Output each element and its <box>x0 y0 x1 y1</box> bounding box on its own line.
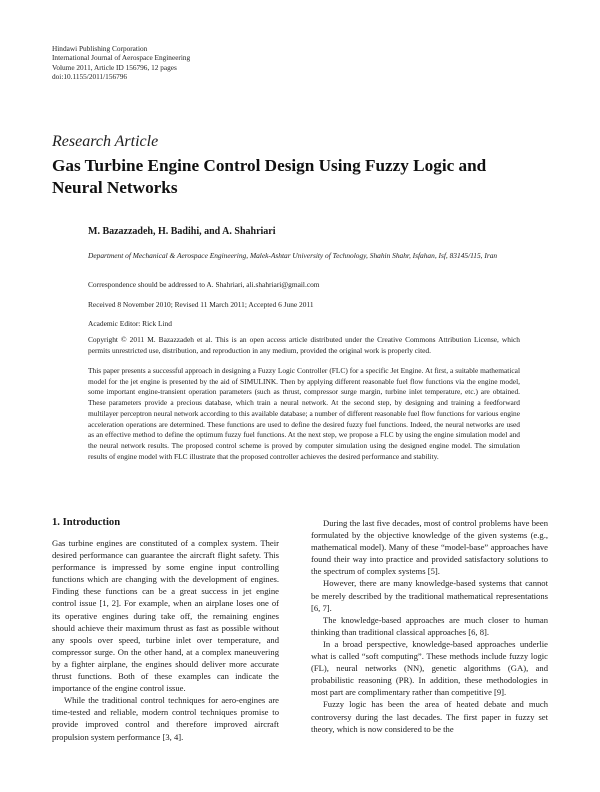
volume-line: Volume 2011, Article ID 156796, 12 pages <box>52 62 177 72</box>
publisher-line: Hindawi Publishing Corporation <box>52 44 148 53</box>
paragraph: During the last five decades, most of control problems have been formulated by the objective knowledge of the given systems (e.g., mathematical model). Many of these “model-base” approaches have found their way into practice and provided satisfactory solutions to the spectrum of complex systems [5]. <box>311 518 548 577</box>
left-column <box>52 537 279 743</box>
paragraph: The knowledge-based approaches are much closer to human thinking than traditional classical approaches [6, 8]. <box>311 614 548 637</box>
author-list: M. Bazazzadeh, H. Badihi, and A. Shahriari <box>88 226 276 237</box>
paper-title: Gas Turbine Engine Control Design Using Fuzzy Logic and Neural Networks <box>52 156 487 197</box>
paragraph: In a broad perspective, knowledge-based approaches underlie what is called “soft computing”. These methods include fuzzy logic (FL), neural networks (NN), genetic algorithms (GA), and probabilistic reasoning (PR). In addition, these methodologies in most part are complimentary rather than competitive [9]. <box>311 638 548 698</box>
dates-line: Received 8 November 2010; Revised 11 March 2011; Accepted 6 June 2011 <box>88 300 314 309</box>
section-heading-introduction: 1. Introduction <box>52 517 121 528</box>
correspondence-line: Correspondence should be addressed to A. Shahriari, ali.shahriari@gmail.com <box>88 280 320 289</box>
paragraph: Fuzzy logic has been the area of heated debate and much controversy during the last decades. The first paper in fuzzy set theory, which is now considered to be the <box>311 699 548 734</box>
article-type: Research Article <box>52 133 159 150</box>
paragraph: Gas turbine engines are constituted of a complex system. Their desired performance can guarantee the aircraft flight safety. This performance is impressed by some engine input controlling functions which are changing with the development of engines. Finding these functions can be a great success in jet engine control issue [1, 2]. For example, when an airplane loses one of its operative engines during take off, the remaining engines should achieve their maximum thrust as fast as possible without any spools over speed, turbine inlet over temperature, and compressor surge. On the other hand, at a complex maneuvering by a fighter airplane, the engines should deliver more accurate thrust functions. Both of these examples can indicate the importance of the engine control issue. <box>52 538 279 694</box>
journal-header <box>52 44 190 82</box>
journal-line: International Journal of Aerospace Engineering <box>52 53 191 63</box>
copyright-notice: Copyright © 2011 M. Bazazzadeh et al. This is an open access article distributed under the Creative Commons Attribution License, which permits unrestricted use, distribution, and reproduction in any medium, provided the original work is properly cited. <box>88 335 520 355</box>
right-column <box>311 517 548 735</box>
doi-line: doi:10.1155/2011/156796 <box>52 72 128 82</box>
paragraph: However, there are many knowledge-based systems that cannot be merely described by the traditional mathematical representations [6, 7]. <box>311 578 548 613</box>
paragraph: While the traditional control techniques for aero-engines are time-tested and reliable, modern control techniques promise to provide improved control and therefore improved aircraft propulsion system performance [3, 4]. <box>52 695 279 742</box>
affiliation: Department of Mechanical & Aerospace Engineering, Malek-Ashtar University of Technology, Shahin Shahr, Isfahan, Isf, 83145/115, Iran <box>88 251 498 260</box>
abstract: This paper presents a successful approach in designing a Fuzzy Logic Controller (FLC) for a specific Jet Engine. At first, a suitable mathematical model for the jet engine is presented by the aid of SIMULINK. Then by applying different reasonable fuel flow functions via the engine model, some important engine-transient operation parameters (such as thrust, compressor surge margin, turbine inlet temperature, etc.) are obtained. These parameters provide a precious database, which train a neural network. At the second step, by designing and training a feedforward multilayer perceptron neural network according to this available database; a number of different reasonable fuel flow functions for various engine acceleration operations are determined. These functions are used to define the desired fuzzy fuel functions. Indeed, the neural networks are used as an effective method to define the optimum fuzzy fuel functions. At the next step, we propose a FLC by using the engine simulation model and the neural network results. The proposed control scheme is proved by computer simulation using the designed engine model. The simulation results of engine model with FLC illustrate that the proposed controller achieves the desired performance and stability. <box>88 366 520 461</box>
editor-line: Academic Editor: Rick Lind <box>88 319 172 328</box>
